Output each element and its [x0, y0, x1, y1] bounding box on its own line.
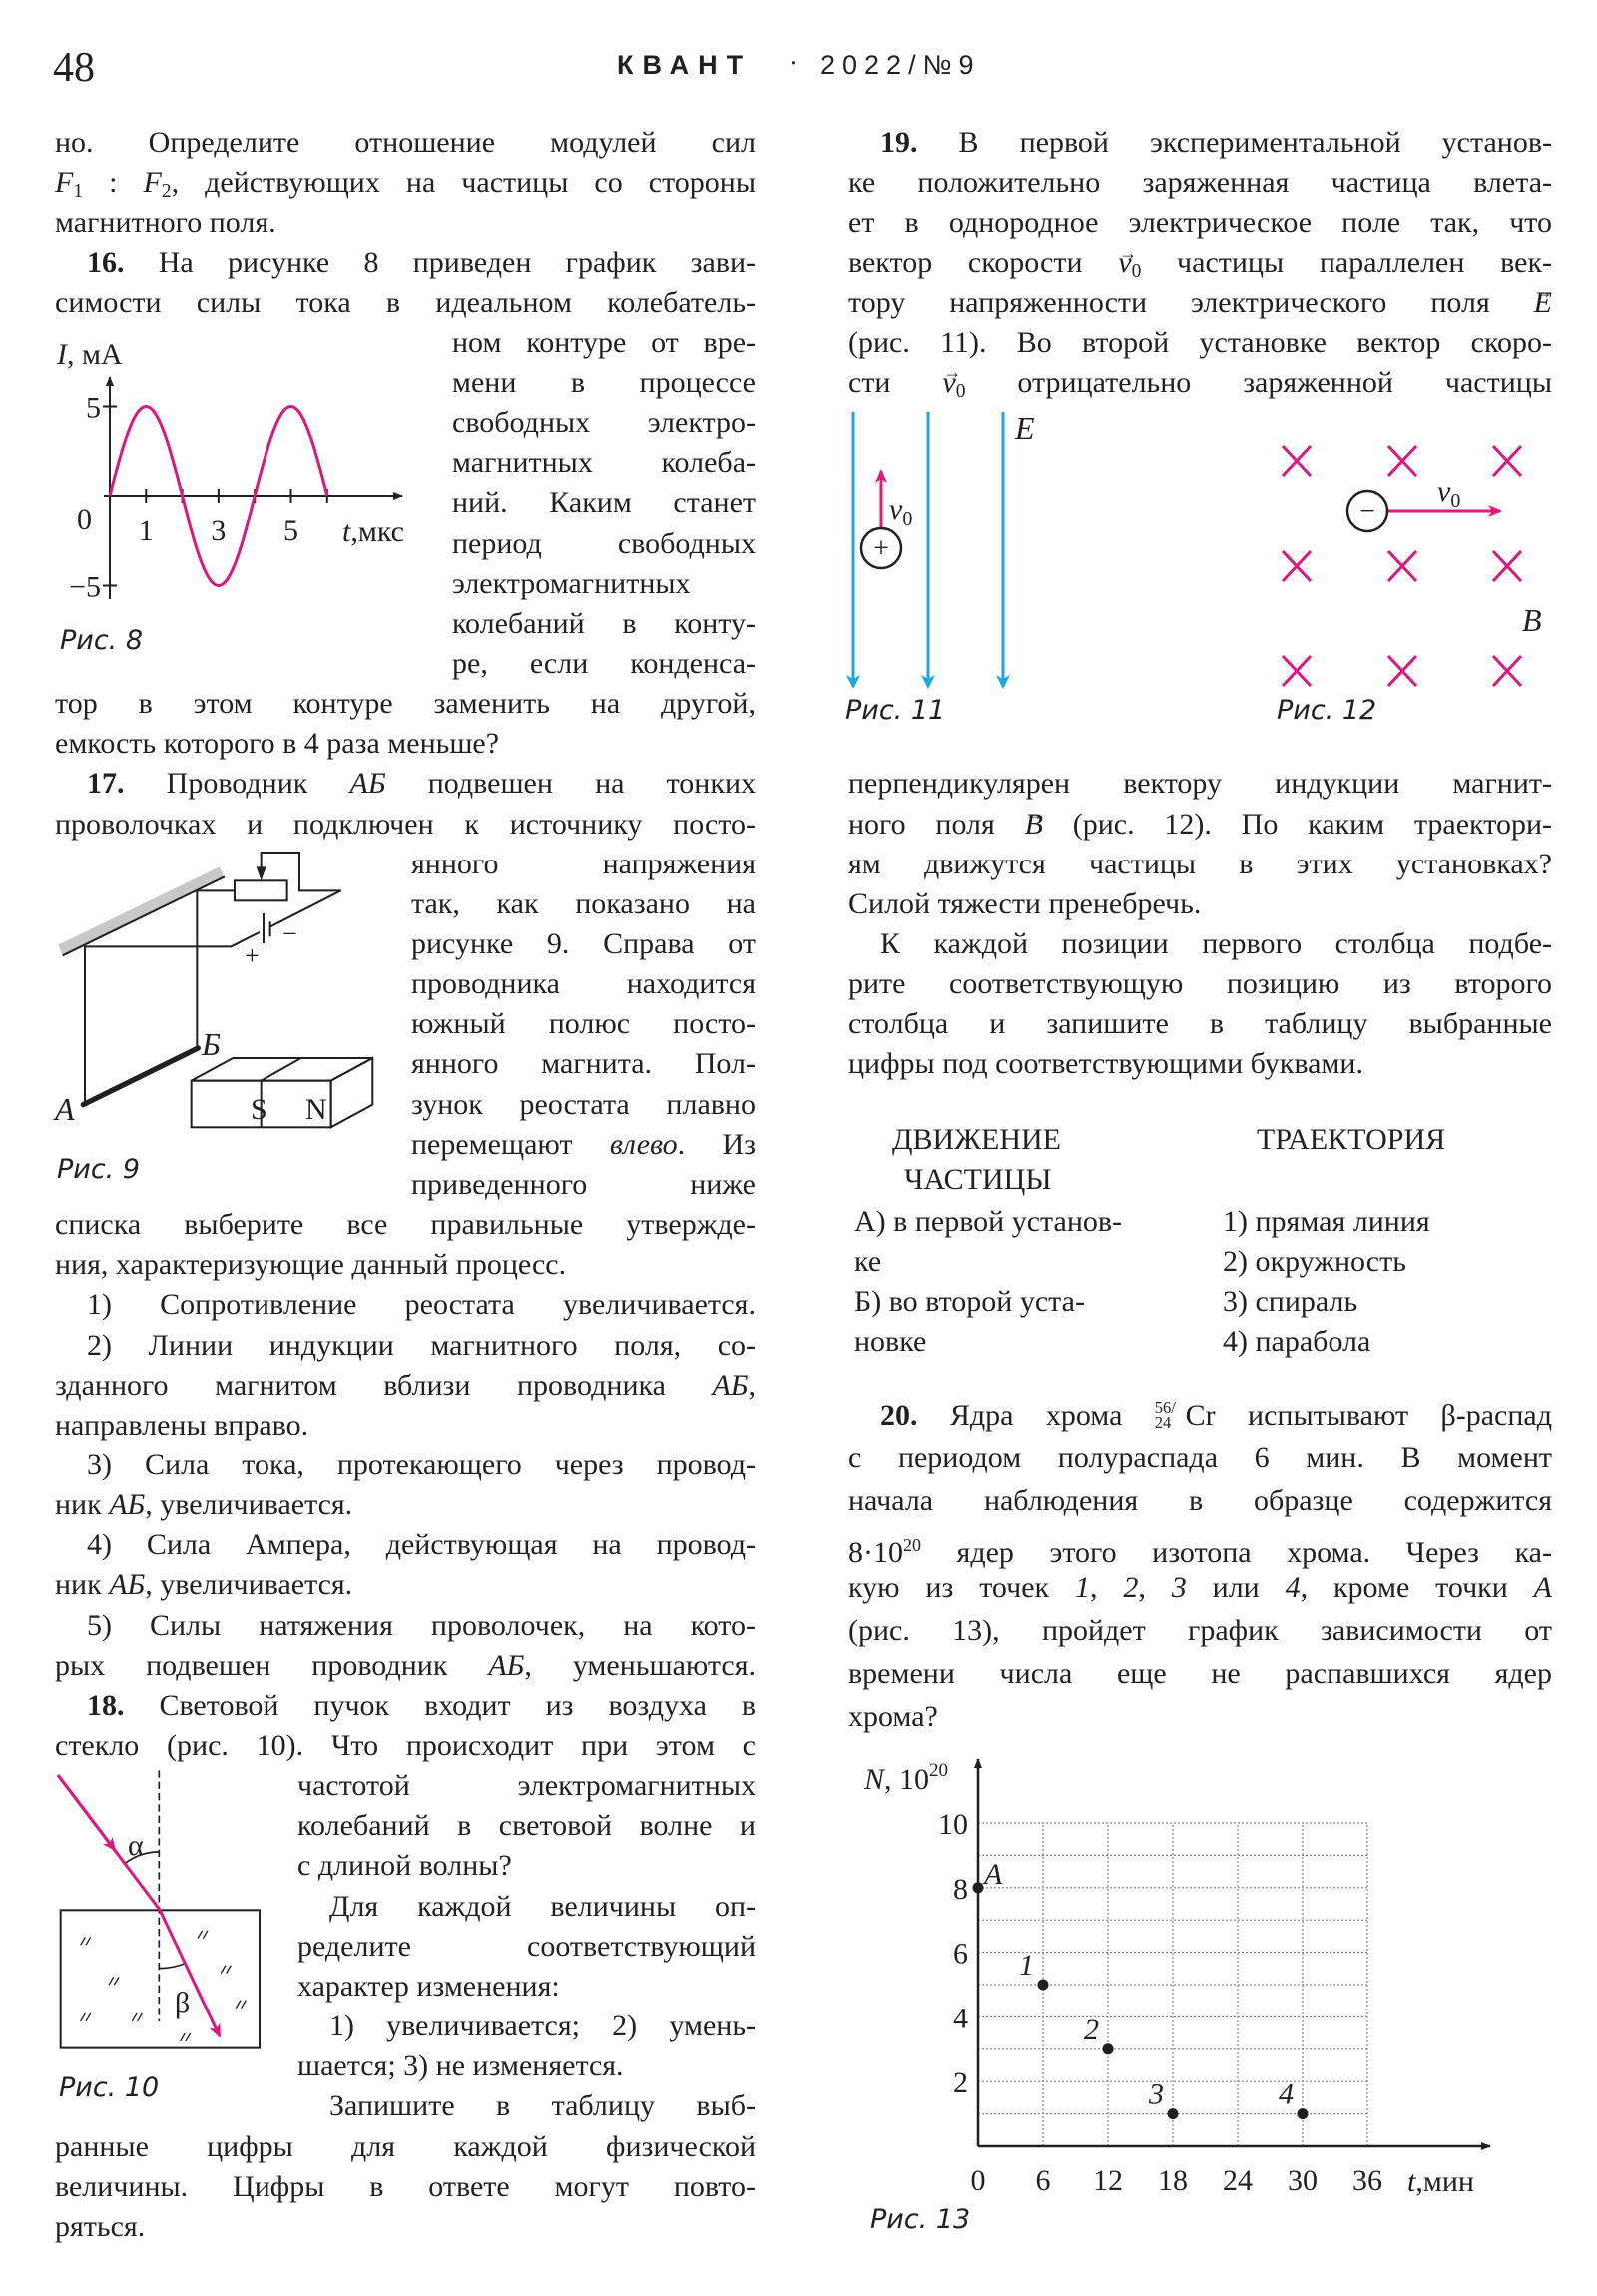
data-point	[1168, 2108, 1179, 2119]
text-run: янного напряжения	[411, 847, 756, 880]
magnet-divider	[262, 1058, 301, 1081]
text-run: кую из точек	[848, 1570, 1076, 1604]
wire	[197, 890, 235, 1048]
text-run: 1) Сопротивление реостата увеличивается.	[87, 1288, 756, 1322]
text-run: вектор скорости	[848, 246, 1119, 280]
x-tick-label: 6	[1035, 2164, 1051, 2197]
battery-minus-label: −	[282, 919, 297, 948]
figure-10-refraction	[58, 1770, 260, 2103]
problem-number: 17.	[87, 767, 125, 801]
text-run: , действующих на частицы со стороны	[171, 166, 756, 200]
x-tick-label: 36	[1352, 2164, 1382, 2197]
figure-caption: Рис. 9	[57, 1154, 141, 1185]
text-run: проводника находится	[411, 967, 756, 1001]
table-left-item: А) в первой установ-	[854, 1205, 1123, 1238]
figure-11-electric-field	[845, 410, 1035, 726]
conductor-ab	[83, 1048, 198, 1105]
text-run: ния, характеризующие данный процесс.	[55, 1248, 567, 1282]
text-run: ке положительно заряженная частица влета-	[848, 166, 1552, 200]
text-run: отрицательно заряженной частицы	[965, 365, 1552, 399]
text-run: зданного магнитом вблизи проводника	[55, 1368, 713, 1402]
formatted-text: 1	[1075, 1570, 1091, 1604]
data-point-label: 2	[1084, 2012, 1099, 2046]
text-run: тор в этом контуре заменить на другой,	[55, 687, 756, 721]
figure-caption: Рис. 11	[845, 695, 946, 726]
text-run: частотой электромагнитных	[297, 1769, 756, 1803]
formatted-text: АБ	[109, 1568, 146, 1602]
figure-caption: Рис. 13	[870, 2204, 971, 2235]
text-run: сти	[848, 365, 943, 399]
text-run: или	[1186, 1570, 1286, 1604]
glass-block	[61, 1910, 260, 2047]
y-tick-label: 5	[86, 391, 101, 425]
rheostat-slider-icon	[257, 866, 266, 880]
text-run: :	[83, 166, 144, 200]
vector-symbol: B →	[1025, 805, 1043, 845]
text-run: направлены вправо.	[55, 1408, 309, 1441]
text-run: частицы параллелен век-	[1141, 246, 1553, 280]
vector-symbol: E →	[1534, 284, 1552, 323]
velocity-label: $v_0$	[889, 493, 913, 530]
figure-caption: Рис. 8	[60, 625, 144, 656]
formatted-text: 20	[903, 1534, 921, 1555]
text-run: шается; 3) не изменяется.	[297, 2049, 624, 2083]
text-run: рите соответствующую позицию из второго	[848, 967, 1552, 1001]
text-run: Световой пучок входит из воздуха в	[124, 1688, 756, 1722]
table-left-header-2: ЧАСТИЦЫ	[904, 1163, 1052, 1196]
text-run: симости силы тока в идеальном колебатель-	[55, 286, 756, 319]
text-run: ределите соответствующий	[297, 1929, 756, 1963]
table-left-item: новке	[854, 1325, 927, 1358]
text-run: , увеличивается.	[145, 1488, 353, 1522]
table-right-item: 3) спираль	[1223, 1285, 1358, 1318]
text-run: с периодом полураспада 6 мин. В момент	[848, 1441, 1552, 1475]
text-run: цифры под соответствующими буквами.	[848, 1047, 1363, 1081]
text-run: магнитного поля.	[55, 206, 276, 240]
text-run: списка выберите все правильные утвержде-	[55, 1208, 756, 1242]
text-run: ядер этого изотопа хрома. Через ка-	[921, 1535, 1552, 1569]
formatted-text: АБ	[349, 767, 386, 801]
text-run: но. Определите отношение модулей сил	[55, 126, 756, 159]
text-run: Ядра хрома	[917, 1399, 1155, 1432]
text-run: ний. Каким станет	[452, 486, 756, 520]
figure-13-decay-chart	[863, 1759, 1490, 2235]
text-run: столбца и запишите в таблицу выбранные	[848, 1007, 1552, 1041]
text-run: подвешен на тонких	[385, 767, 756, 801]
text-run: стекло (рис. 10). Что происходит при этом с	[55, 1729, 756, 1762]
text-run: ,	[1090, 1570, 1124, 1604]
text-run: Силой тяжести пренебречь.	[848, 886, 1202, 920]
problem-number: 16.	[87, 246, 125, 280]
text-run: период свободных	[452, 526, 756, 560]
text-run: (рис. 11). Во второй установке вектор скоро-	[848, 325, 1552, 359]
text-run: колебаний в световой волне и	[297, 1809, 756, 1843]
battery-plus-label: +	[245, 941, 260, 970]
text-run: 5) Силы натяжения проволочек, на кото-	[87, 1608, 756, 1642]
table-right-item: 1) прямая линия	[1223, 1205, 1430, 1238]
formatted-text: 3	[1171, 1570, 1187, 1604]
x-axis-label: t,мин	[1407, 2165, 1474, 2198]
data-point-label: 3	[1149, 2077, 1164, 2111]
y-tick-label: 8	[953, 1872, 968, 1906]
data-point	[973, 1882, 984, 1893]
x-tick-label: 30	[1288, 2164, 1318, 2197]
y-tick-label: 6	[953, 1937, 968, 1971]
formatted-text: 4	[1285, 1570, 1301, 1604]
magnet-side	[331, 1058, 373, 1127]
formatted-text: 1	[73, 181, 84, 203]
field-b-label: B	[1522, 602, 1542, 638]
positive-charge-sign: +	[873, 533, 889, 564]
text-run: янного магнита. Пол-	[411, 1047, 756, 1081]
text-run: проволочках и подключен к источнику посто-	[55, 807, 756, 841]
formatted-text: 0	[1131, 261, 1142, 283]
formatted-text: АБ	[109, 1488, 146, 1522]
text-run: ник	[55, 1488, 110, 1522]
text-run: (рис. 13), пройдет график зависимости от	[848, 1614, 1552, 1647]
text-run: ряться.	[55, 2209, 146, 2243]
formatted-text: АБ	[488, 1648, 525, 1682]
text-run: ре, если конденса-	[452, 646, 756, 680]
formatted-text: влево	[609, 1127, 678, 1161]
problem-number: 18.	[87, 1688, 125, 1722]
figure-8-current-graph	[56, 338, 404, 656]
figure-caption: Рис. 12	[1277, 695, 1377, 726]
text-run: емкость которого в 4 раза меньше?	[55, 727, 500, 761]
text-run: южный полюс посто-	[411, 1007, 756, 1041]
pole-north-label: N	[305, 1093, 327, 1126]
formatted-text: АБ	[712, 1368, 749, 1402]
text-run: , кроме точки	[1300, 1570, 1534, 1604]
text-run: Для каждой величины оп-	[329, 1889, 756, 1923]
text-run: ,	[748, 1368, 756, 1402]
point-a-label: А	[55, 1091, 75, 1127]
page-number: 48	[53, 45, 95, 91]
problem-number: 20.	[880, 1399, 918, 1432]
text-run: с длиной волны?	[297, 1849, 512, 1883]
text-run: перпендикулярен вектору индукции магнит-	[848, 767, 1552, 801]
text-run: зунок реостата плавно	[411, 1087, 756, 1121]
text-run: На рисунке 8 приведен график зави-	[124, 246, 756, 280]
alpha-label: α	[128, 1829, 144, 1862]
vector-symbol: v →	[1118, 243, 1131, 283]
beta-arc	[159, 1964, 185, 1969]
text-run: рисунке 9. Справа от	[411, 927, 756, 960]
field-into-page-cross-icon	[1493, 446, 1521, 476]
table-right-item: 2) окружность	[1223, 1245, 1406, 1278]
text-run: рых подвешен проводник	[55, 1648, 489, 1682]
text-run: колебаний в конту-	[452, 606, 756, 640]
formatted-text: 2	[1123, 1570, 1139, 1604]
x-tick-label: 3	[211, 514, 227, 547]
field-into-page-cross-icon	[1493, 656, 1521, 686]
text-run: Запишите в таблицу выб-	[329, 2089, 756, 2123]
text-run: ет в однородное электрическое поле так, что	[848, 206, 1552, 240]
y-tick-label: 4	[953, 2002, 968, 2035]
table-right-item: 4) парабола	[1223, 1325, 1371, 1358]
x-tick-label: 5	[283, 514, 298, 547]
vector-symbol: v →	[942, 363, 955, 403]
text-run: ник	[55, 1568, 110, 1602]
field-into-page-cross-icon	[1283, 656, 1311, 686]
field-into-page-cross-icon	[1388, 656, 1416, 686]
pole-south-label: S	[251, 1093, 267, 1126]
text-run: , уменьшаются.	[524, 1648, 756, 1682]
figure-9-circuit	[53, 853, 372, 1185]
text-run: характер изменения:	[297, 1969, 560, 2003]
text-run: приведенного ниже	[411, 1167, 756, 1201]
text-run: (рис. 12). По каким траектори-	[1042, 807, 1552, 841]
text-run: перемещают	[411, 1127, 610, 1161]
header-separator: ·	[789, 48, 798, 78]
x-tick-label: 24	[1223, 2164, 1253, 2197]
formatted-text: 2	[161, 181, 172, 203]
text-run: свободных электро-	[452, 406, 756, 440]
data-point	[1298, 2108, 1309, 2119]
data-point	[1103, 2043, 1114, 2054]
point-b-label: Б	[202, 1026, 221, 1062]
text-run: ям движутся частицы в этих установках?	[848, 847, 1552, 880]
text-run: 1) увеличивается; 2) умень-	[329, 2009, 756, 2043]
text-run: так, как показано на	[411, 886, 756, 920]
text-run: 2) Линии индукции магнитного поля, со-	[87, 1328, 756, 1362]
text-run: хрома?	[848, 1700, 938, 1734]
text-run: К каждой позиции первого столбца подбе-	[880, 927, 1552, 960]
data-point	[1038, 1980, 1049, 1991]
x-tick-label: 0	[970, 2164, 986, 2197]
y-axis-label: I, мА	[57, 338, 123, 371]
isotope-numbers: 56/24	[1154, 1397, 1176, 1433]
problem-number: 19.	[880, 126, 918, 159]
text-run: 3) Сила тока, протекающего через провод-	[87, 1447, 756, 1481]
text-run: ранные цифры для каждой физической	[55, 2129, 756, 2163]
incident-ray-arrow	[58, 1775, 115, 1850]
y-tick-label: −5	[69, 570, 101, 604]
text-run: Проводник	[124, 767, 350, 801]
text-run: ,	[1138, 1570, 1172, 1604]
field-e-label: E	[1015, 410, 1035, 446]
text-run: мени в процессе	[452, 365, 756, 399]
y-tick-label: 10	[938, 1808, 968, 1841]
table-right-header: ТРАЕКТОРИЯ	[1257, 1123, 1446, 1156]
x-tick-label: 12	[1093, 2164, 1123, 2197]
field-into-page-cross-icon	[1388, 551, 1416, 581]
field-into-page-cross-icon	[1388, 446, 1416, 476]
text-run: тору напряженности электрического поля	[848, 286, 1534, 319]
issue-number: 2022/№9	[820, 50, 981, 80]
field-into-page-cross-icon	[1283, 551, 1311, 581]
origin-label: 0	[77, 503, 92, 536]
rheostat	[235, 880, 287, 900]
formatted-text: F	[55, 166, 74, 200]
formatted-text: А	[1533, 1570, 1552, 1604]
text-run: времени числа еще не распавшихся ядер	[848, 1657, 1552, 1691]
table-left-header-1: ДВИЖЕНИЕ	[892, 1123, 1061, 1156]
text-run: . Из	[677, 1127, 756, 1161]
text-run: В первой экспериментальной установ-	[917, 126, 1552, 159]
glass-hatching	[81, 1931, 247, 2041]
text-run: начала наблюдения в образце содержится	[848, 1484, 1552, 1518]
text-run: ного поля	[848, 807, 1025, 841]
magazine-title: КВАНТ	[617, 50, 753, 80]
figure-12-magnetic-field	[1277, 446, 1542, 726]
x-tick-label: 18	[1158, 2164, 1188, 2197]
text-run: 4) Сила Ампера, действующая на провод-	[87, 1528, 756, 1562]
text-run: Cr испытывают β-распад	[1185, 1399, 1552, 1432]
x-tick-label: 1	[138, 514, 154, 547]
table-left-item: ке	[854, 1245, 882, 1278]
figure-caption: Рис. 10	[59, 2072, 160, 2103]
text-run: электромагнитных	[452, 566, 691, 600]
formatted-text: 0	[955, 380, 966, 402]
ceiling	[58, 866, 224, 955]
data-point-label: 4	[1279, 2077, 1294, 2111]
field-into-page-cross-icon	[1493, 551, 1521, 581]
field-into-page-cross-icon	[1283, 446, 1311, 476]
data-point-label: A	[984, 1857, 1003, 1891]
velocity-label: $v_0$	[1437, 475, 1461, 512]
table-left-item: Б) во второй уста-	[854, 1285, 1085, 1318]
data-point-label: 1	[1019, 1949, 1034, 1982]
x-axis-label: t,мкс	[342, 515, 404, 548]
beta-label: β	[175, 1987, 191, 2019]
y-tick-label: 2	[953, 2066, 968, 2100]
text-run: ном контуре от вре-	[452, 325, 756, 359]
y-axis-label: N, $10^{20}$	[864, 1760, 949, 1796]
text-run: , увеличивается.	[145, 1568, 353, 1602]
negative-charge-sign: −	[1359, 496, 1375, 527]
formatted-text: F	[143, 166, 162, 200]
text-run: величины. Цифры в ответе могут повто-	[55, 2169, 756, 2203]
ceiling-edge	[63, 876, 225, 955]
text-run: 8·10	[848, 1535, 903, 1569]
text-run: магнитных колеба-	[452, 446, 756, 480]
